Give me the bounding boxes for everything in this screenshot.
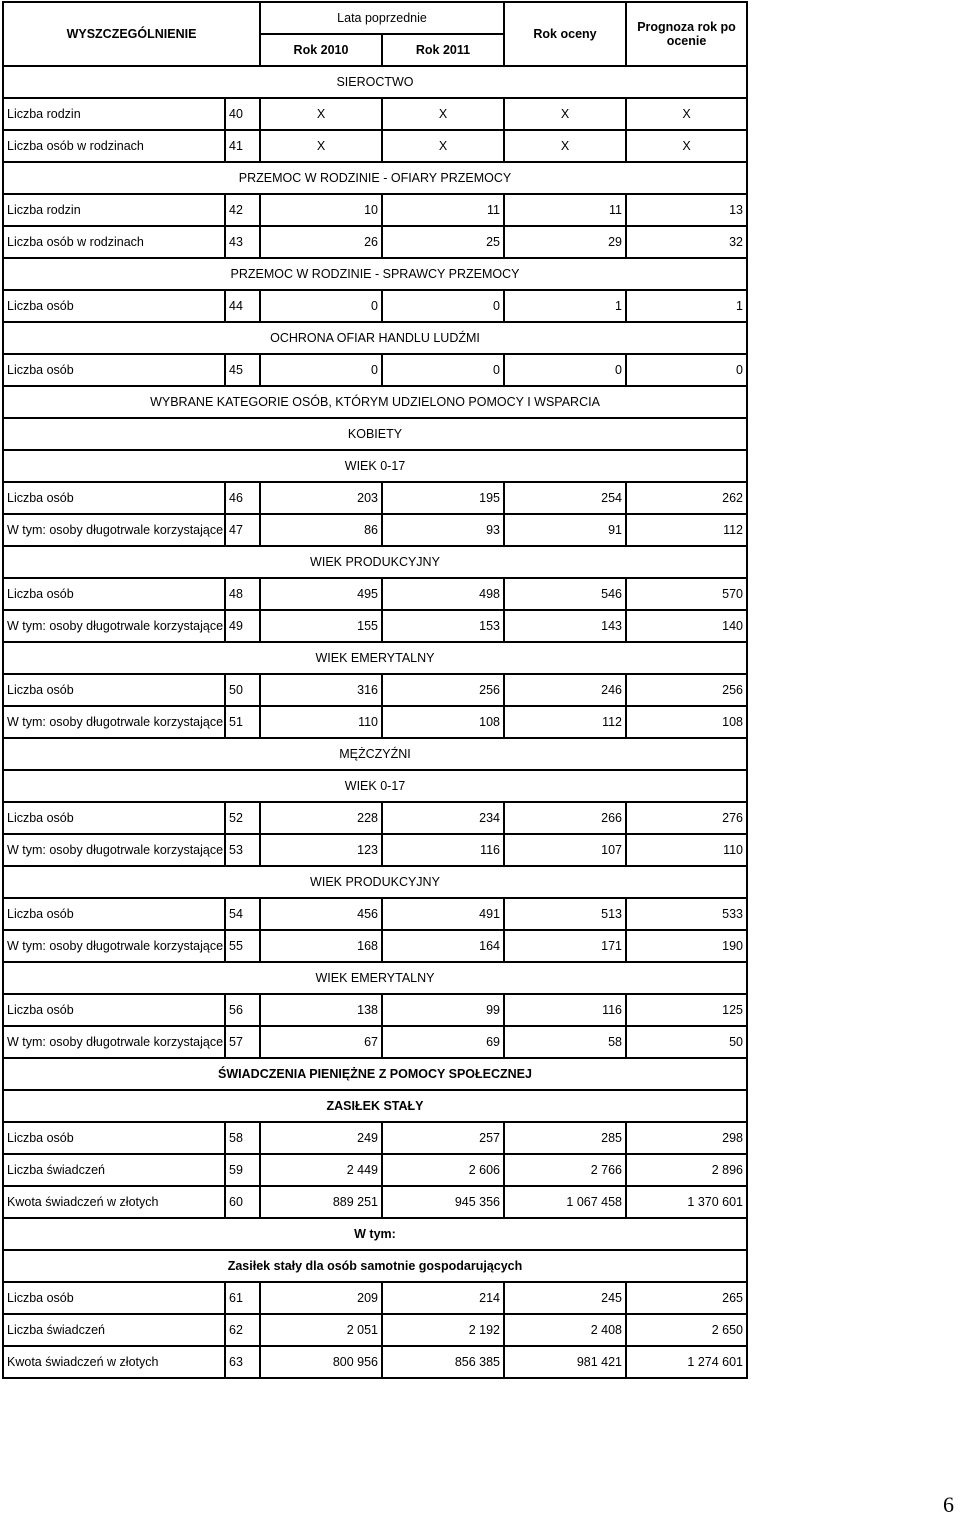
table-row	[3, 674, 747, 706]
value-2011: 498	[382, 578, 504, 610]
row-number: 47	[225, 514, 260, 546]
value-assessment-year: 1 067 458	[504, 1186, 626, 1218]
header-year-2010: Rok 2010	[260, 34, 382, 66]
section-row	[3, 66, 747, 98]
row-label: Liczba rodzin	[3, 194, 225, 226]
section-heading: WIEK PRODUKCYJNY	[3, 546, 747, 578]
section-heading: SIEROCTWO	[3, 66, 747, 98]
value-forecast: 190	[626, 930, 747, 962]
value-forecast: X	[626, 130, 747, 162]
row-label: Liczba osób	[3, 482, 225, 514]
table-row	[3, 898, 747, 930]
value-forecast: 32	[626, 226, 747, 258]
value-2010: 249	[260, 1122, 382, 1154]
value-2011: 945 356	[382, 1186, 504, 1218]
section-heading: PRZEMOC W RODZINIE - OFIARY PRZEMOCY	[3, 162, 747, 194]
row-label: Liczba osób	[3, 1122, 225, 1154]
table-row	[3, 194, 747, 226]
section-row	[3, 770, 747, 802]
value-2011: 93	[382, 514, 504, 546]
section-row	[3, 1058, 747, 1090]
table-body	[3, 66, 747, 1378]
value-2010: 10	[260, 194, 382, 226]
value-2010: 456	[260, 898, 382, 930]
value-2011: 256	[382, 674, 504, 706]
row-number: 57	[225, 1026, 260, 1058]
value-2011: 2 606	[382, 1154, 504, 1186]
table-row	[3, 930, 747, 962]
section-row	[3, 418, 747, 450]
value-forecast: 1 370 601	[626, 1186, 747, 1218]
value-assessment-year: 11	[504, 194, 626, 226]
value-2011: 153	[382, 610, 504, 642]
value-2010: 800 956	[260, 1346, 382, 1378]
value-assessment-year: 266	[504, 802, 626, 834]
table-row	[3, 290, 747, 322]
value-assessment-year: 2 766	[504, 1154, 626, 1186]
value-forecast: X	[626, 98, 747, 130]
value-forecast: 112	[626, 514, 747, 546]
value-forecast: 125	[626, 994, 747, 1026]
row-number: 48	[225, 578, 260, 610]
table-row	[3, 1282, 747, 1314]
row-label: Liczba osób	[3, 898, 225, 930]
value-2011: 0	[382, 290, 504, 322]
row-label: Liczba osób	[3, 674, 225, 706]
value-2011: 2 192	[382, 1314, 504, 1346]
value-2011: X	[382, 130, 504, 162]
row-number: 54	[225, 898, 260, 930]
value-2010: 67	[260, 1026, 382, 1058]
row-label: Kwota świadczeń w złotych	[3, 1346, 225, 1378]
row-label: W tym: osoby długotrwale korzystające	[3, 514, 225, 546]
value-forecast: 13	[626, 194, 747, 226]
table-row	[3, 1154, 747, 1186]
value-2011: 856 385	[382, 1346, 504, 1378]
section-row	[3, 1090, 747, 1122]
value-forecast: 265	[626, 1282, 747, 1314]
value-assessment-year: 285	[504, 1122, 626, 1154]
value-2010: 155	[260, 610, 382, 642]
row-label: W tym: osoby długotrwale korzystające	[3, 930, 225, 962]
row-label: Liczba osób	[3, 994, 225, 1026]
row-number: 62	[225, 1314, 260, 1346]
value-2010: 2 449	[260, 1154, 382, 1186]
row-number: 63	[225, 1346, 260, 1378]
section-row	[3, 1250, 747, 1282]
value-assessment-year: 171	[504, 930, 626, 962]
row-number: 56	[225, 994, 260, 1026]
value-2010: 228	[260, 802, 382, 834]
table-row	[3, 610, 747, 642]
value-2011: X	[382, 98, 504, 130]
value-assessment-year: 254	[504, 482, 626, 514]
value-2010: 168	[260, 930, 382, 962]
table-row	[3, 994, 747, 1026]
row-label: Liczba osób	[3, 290, 225, 322]
row-number: 40	[225, 98, 260, 130]
value-forecast: 140	[626, 610, 747, 642]
value-assessment-year: 246	[504, 674, 626, 706]
row-number: 42	[225, 194, 260, 226]
value-2010: 209	[260, 1282, 382, 1314]
section-heading: W tym:	[3, 1218, 747, 1250]
value-assessment-year: 513	[504, 898, 626, 930]
value-forecast: 1	[626, 290, 747, 322]
row-number: 53	[225, 834, 260, 866]
value-forecast: 570	[626, 578, 747, 610]
row-number: 46	[225, 482, 260, 514]
row-number: 51	[225, 706, 260, 738]
value-assessment-year: 1	[504, 290, 626, 322]
table-row	[3, 1314, 747, 1346]
value-assessment-year: 0	[504, 354, 626, 386]
table-row	[3, 1122, 747, 1154]
section-row	[3, 258, 747, 290]
row-label: Liczba osób	[3, 578, 225, 610]
header-previous-years: Lata poprzednie	[260, 2, 504, 34]
header-forecast: Prognoza rok po ocenie	[626, 2, 747, 66]
value-assessment-year: 107	[504, 834, 626, 866]
value-2010: 123	[260, 834, 382, 866]
value-2010: 86	[260, 514, 382, 546]
table-row	[3, 514, 747, 546]
value-2010: X	[260, 98, 382, 130]
section-heading: Zasiłek stały dla osób samotnie gospodarujących	[3, 1250, 747, 1282]
value-assessment-year: 245	[504, 1282, 626, 1314]
value-2011: 234	[382, 802, 504, 834]
table-row	[3, 130, 747, 162]
value-forecast: 2 650	[626, 1314, 747, 1346]
row-number: 58	[225, 1122, 260, 1154]
section-row	[3, 1218, 747, 1250]
section-heading: PRZEMOC W RODZINIE - SPRAWCY PRZEMOCY	[3, 258, 747, 290]
value-2011: 491	[382, 898, 504, 930]
statistics-table	[2, 1, 748, 1379]
value-2011: 108	[382, 706, 504, 738]
row-label: Liczba osób w rodzinach	[3, 130, 225, 162]
section-row	[3, 962, 747, 994]
row-label: W tym: osoby długotrwale korzystające	[3, 834, 225, 866]
header-description: WYSZCZEGÓLNIENIE	[3, 2, 260, 66]
table-row	[3, 578, 747, 610]
row-number: 43	[225, 226, 260, 258]
table-row	[3, 226, 747, 258]
section-row	[3, 162, 747, 194]
row-label: Kwota świadczeń w złotych	[3, 1186, 225, 1218]
value-forecast: 110	[626, 834, 747, 866]
section-row	[3, 546, 747, 578]
value-2010: 203	[260, 482, 382, 514]
table-row	[3, 98, 747, 130]
row-label: Liczba świadczeń	[3, 1154, 225, 1186]
section-heading: WIEK EMERYTALNY	[3, 642, 747, 674]
value-assessment-year: 2 408	[504, 1314, 626, 1346]
row-label: W tym: osoby długotrwale korzystające	[3, 610, 225, 642]
section-heading: ŚWIADCZENIA PIENIĘŻNE Z POMOCY SPOŁECZNEJ	[3, 1058, 747, 1090]
value-2011: 214	[382, 1282, 504, 1314]
value-forecast: 1 274 601	[626, 1346, 747, 1378]
table-row	[3, 706, 747, 738]
row-number: 59	[225, 1154, 260, 1186]
value-assessment-year: 981 421	[504, 1346, 626, 1378]
table-row	[3, 1026, 747, 1058]
value-2011: 0	[382, 354, 504, 386]
table-row	[3, 1186, 747, 1218]
value-2011: 257	[382, 1122, 504, 1154]
row-number: 41	[225, 130, 260, 162]
section-heading: ZASIŁEK STAŁY	[3, 1090, 747, 1122]
header-year-2011: Rok 2011	[382, 34, 504, 66]
row-label: Liczba rodzin	[3, 98, 225, 130]
value-2010: 110	[260, 706, 382, 738]
row-label: W tym: osoby długotrwale korzystające	[3, 1026, 225, 1058]
value-2010: 26	[260, 226, 382, 258]
section-heading: KOBIETY	[3, 418, 747, 450]
section-row	[3, 738, 747, 770]
value-forecast: 298	[626, 1122, 747, 1154]
table-row	[3, 834, 747, 866]
row-label: Liczba osób w rodzinach	[3, 226, 225, 258]
value-forecast: 256	[626, 674, 747, 706]
section-heading: WIEK 0-17	[3, 770, 747, 802]
row-label: Liczba osób	[3, 1282, 225, 1314]
section-heading: MĘŻCZYŹNI	[3, 738, 747, 770]
value-assessment-year: 58	[504, 1026, 626, 1058]
value-forecast: 50	[626, 1026, 747, 1058]
row-label: W tym: osoby długotrwale korzystające	[3, 706, 225, 738]
section-row	[3, 386, 747, 418]
header-assessment-year: Rok oceny	[504, 2, 626, 66]
value-forecast: 0	[626, 354, 747, 386]
section-heading: WIEK EMERYTALNY	[3, 962, 747, 994]
section-row	[3, 642, 747, 674]
value-2011: 195	[382, 482, 504, 514]
table-row	[3, 354, 747, 386]
value-2011: 69	[382, 1026, 504, 1058]
value-2011: 11	[382, 194, 504, 226]
page-number: 6	[943, 1492, 954, 1517]
value-2010: 0	[260, 354, 382, 386]
row-label: Liczba osób	[3, 354, 225, 386]
row-number: 45	[225, 354, 260, 386]
table-row	[3, 1346, 747, 1378]
value-forecast: 533	[626, 898, 747, 930]
row-number: 44	[225, 290, 260, 322]
value-2011: 99	[382, 994, 504, 1026]
value-2010: 0	[260, 290, 382, 322]
value-assessment-year: X	[504, 98, 626, 130]
value-2010: 138	[260, 994, 382, 1026]
row-number: 52	[225, 802, 260, 834]
value-assessment-year: 116	[504, 994, 626, 1026]
section-heading: WYBRANE KATEGORIE OSÓB, KTÓRYM UDZIELONO POMOCY I WSPARCIA	[3, 386, 747, 418]
table-row	[3, 482, 747, 514]
value-2011: 164	[382, 930, 504, 962]
value-assessment-year: 29	[504, 226, 626, 258]
value-2010: X	[260, 130, 382, 162]
value-2010: 889 251	[260, 1186, 382, 1218]
value-forecast: 108	[626, 706, 747, 738]
row-label: Liczba świadczeń	[3, 1314, 225, 1346]
row-number: 61	[225, 1282, 260, 1314]
section-heading: WIEK 0-17	[3, 450, 747, 482]
row-label: Liczba osób	[3, 802, 225, 834]
row-number: 55	[225, 930, 260, 962]
section-row	[3, 450, 747, 482]
row-number: 50	[225, 674, 260, 706]
section-row	[3, 322, 747, 354]
value-2011: 116	[382, 834, 504, 866]
section-heading: OCHRONA OFIAR HANDLU LUDŹMI	[3, 322, 747, 354]
value-2011: 25	[382, 226, 504, 258]
value-forecast: 262	[626, 482, 747, 514]
row-number: 60	[225, 1186, 260, 1218]
value-assessment-year: 143	[504, 610, 626, 642]
value-assessment-year: 112	[504, 706, 626, 738]
value-2010: 316	[260, 674, 382, 706]
value-forecast: 2 896	[626, 1154, 747, 1186]
section-row	[3, 866, 747, 898]
value-2010: 495	[260, 578, 382, 610]
table-row	[3, 802, 747, 834]
value-forecast: 276	[626, 802, 747, 834]
value-assessment-year: 546	[504, 578, 626, 610]
value-assessment-year: X	[504, 130, 626, 162]
table-header	[3, 2, 747, 66]
value-2010: 2 051	[260, 1314, 382, 1346]
row-number: 49	[225, 610, 260, 642]
value-assessment-year: 91	[504, 514, 626, 546]
section-heading: WIEK PRODUKCYJNY	[3, 866, 747, 898]
